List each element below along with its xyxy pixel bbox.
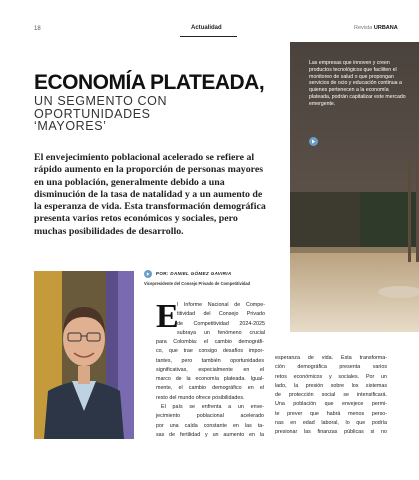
author-name: DANIEL GÓMEZ GAVIRIA xyxy=(170,271,232,276)
subtitle-line: UN SEGMENTO CON xyxy=(34,94,168,108)
arrow-right-icon xyxy=(309,137,318,146)
body-line: jecimiento poblacional acelerado xyxy=(156,413,264,420)
article-title: ECONOMÍA PLATEADA, xyxy=(34,71,265,94)
hero-caption: Las empresas que innoven y creen productos tecnológicos que faciliten el monitoreo de salud o que propongan servicios de ocio y educación continua a quienes pertenecen a la economía plateada, podrán capitalizar este mercado emergente. xyxy=(309,60,406,107)
body-line: lado, la presión sobre los sistemas xyxy=(275,382,387,389)
body-line: co, que trae consigo desafíos impor- xyxy=(156,348,264,355)
body-line: retos económicos y sociales. Por un xyxy=(275,373,387,380)
author-photo-graphic xyxy=(34,271,134,439)
body-line: por una caída constante en las ta- xyxy=(156,422,264,429)
author-photo xyxy=(34,271,134,439)
body-intro xyxy=(177,301,265,338)
section-underline xyxy=(180,36,237,37)
body-line: te prever que habrá menos perso- xyxy=(275,410,387,417)
author-byline xyxy=(156,271,231,276)
body-line: subraya un fenómeno crucial xyxy=(177,329,265,336)
body-line: marco de la economía plateada. Igual- xyxy=(156,376,264,383)
body-line: para Colombia: el cambio demográfi- xyxy=(156,339,264,345)
subtitle-line: OPORTUNIDADES xyxy=(34,106,151,121)
body-column-1 xyxy=(156,338,264,440)
body-column-2 xyxy=(275,354,387,438)
body-line: significativas, especialmente en el xyxy=(156,366,264,373)
body-line: Una población que envejece permi- xyxy=(275,401,387,408)
body-line: El país se enfrenta a un enve- xyxy=(161,404,264,411)
body-line: tantes, pero también oportunidades xyxy=(156,357,264,364)
author-role: Vicepresidente del Consejo Privado de Competitividad xyxy=(144,281,251,286)
body-line: mente, el cambio demográfico en el xyxy=(156,385,264,392)
body-line: sas de fertilidad y un aumento en la xyxy=(156,431,264,438)
body-line: nas en edad laboral, lo que podría xyxy=(275,420,387,427)
magazine-prefix: Revista xyxy=(354,25,373,31)
subtitle-line: ‘MAYORES’ xyxy=(34,119,107,133)
article-subtitle xyxy=(34,95,274,133)
magazine-brand: URBANA xyxy=(373,25,398,31)
drop-cap: E xyxy=(156,298,179,335)
body-line: de Competitividad 2024-2025 xyxy=(177,320,265,327)
body-line: resto del mundo ofrece posibilidades. xyxy=(156,394,245,401)
section-label: Actualidad xyxy=(191,25,222,31)
byline-prefix: POR: xyxy=(156,271,169,276)
arrow-right-icon xyxy=(144,270,152,278)
body-line: esperanza de vida. Esta transforma- xyxy=(275,355,387,361)
body-line: l Informe Nacional de Compe- xyxy=(177,302,265,308)
article-lede: El envejecimiento poblacional acelerado se refiere al rápido aumento en la proporción de personas mayores en una población, generalmente debido a una disminución de la tasa de natalidad y a un aumento de la esperanza de vida. Esta transformación demográfica presenta varios retos económicos y sociales, pero muchas posibilidades de desarrollo. xyxy=(34,152,266,237)
body-line: ción demográfica presenta varios xyxy=(275,364,387,371)
magazine-name xyxy=(354,25,398,31)
page-number: 18 xyxy=(34,26,41,32)
body-line: titividad del Consejo Privado xyxy=(177,311,265,318)
body-line: de protección social se intensificará. xyxy=(275,392,387,399)
body-line: presionar las finanzas públicas si no xyxy=(275,429,387,436)
